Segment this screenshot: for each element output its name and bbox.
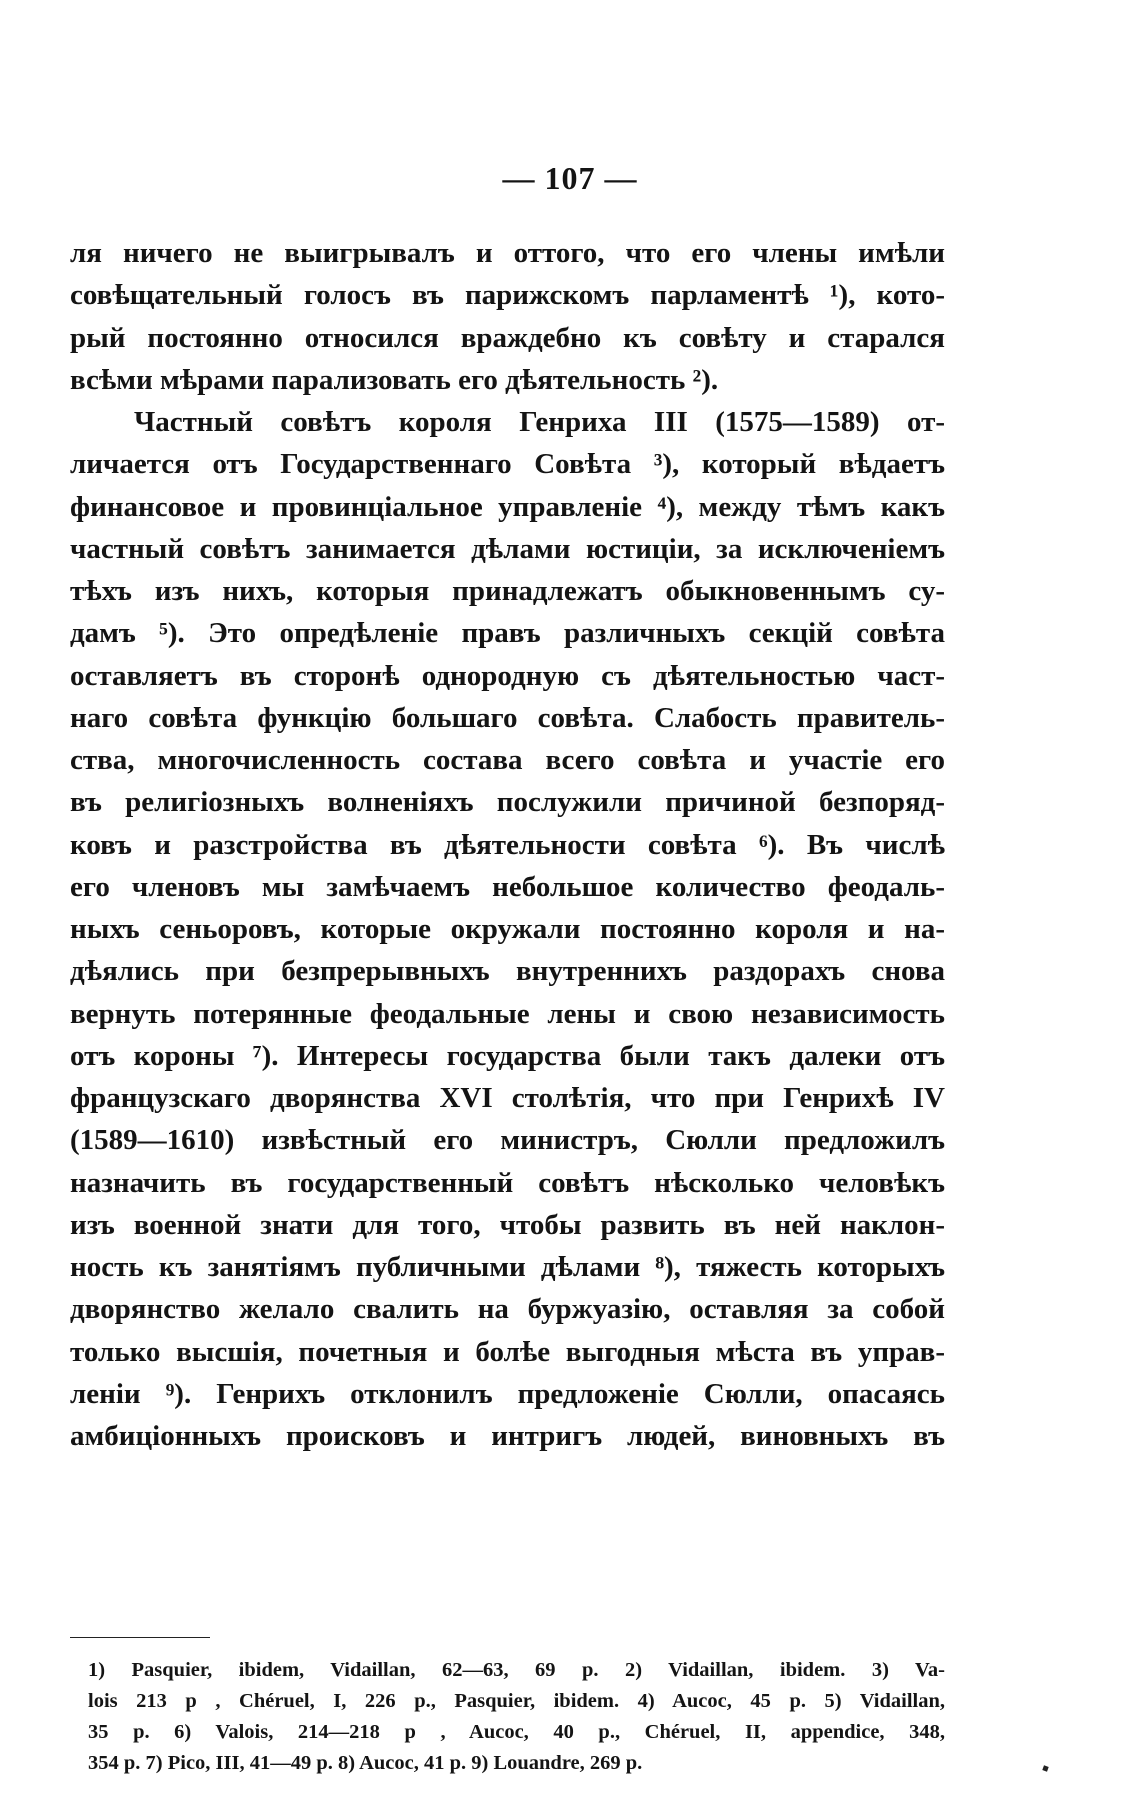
- text-line: дамъ ⁵). Это опредѣленіе правъ различныхъ секцій совѣта: [70, 617, 945, 650]
- footnote-line: 354 p. 7) Pico, III, 41—49 p. 8) Aucoc, 41 p. 9) Louandre, 269 p.: [88, 1752, 643, 1774]
- footnote-line: lois 213 p , Chéruel, I, 226 p., Pasquier, ibidem. 4) Aucoc, 45 p. 5) Vidaillan,: [88, 1690, 945, 1712]
- text-line: совѣщательный голосъ въ парижскомъ парламентѣ ¹), кото-: [70, 279, 945, 312]
- main-text: [70, 232, 945, 1457]
- text-line: ства, многочисленность состава всего совѣта и участіе его: [70, 744, 945, 776]
- text-line: личается отъ Государственнаго Совѣта ³), который вѣдаетъ: [70, 448, 945, 481]
- text-line: наго совѣта функцію большаго совѣта. Слабость правитель-: [70, 701, 945, 734]
- text-line: тѣхъ изъ нихъ, которыя принадлежатъ обыкновеннымъ су-: [70, 575, 945, 607]
- text-line: частный совѣтъ занимается дѣлами юстиціи, за исключеніемъ: [70, 532, 945, 565]
- text-line: амбиціонныхъ происковъ и интригъ людей, виновныхъ въ: [70, 1420, 945, 1452]
- text-line: оставляетъ въ сторонѣ однородную съ дѣятельностью част-: [70, 659, 945, 692]
- text-line: только высшія, почетныя и болѣе выгодныя мѣста въ управ-: [70, 1335, 945, 1368]
- text-line: въ религіозныхъ волненіяхъ послужили причиной безпоряд-: [70, 786, 945, 819]
- footnote-line: 35 p. 6) Valois, 214—218 p , Aucoc, 40 p., Chéruel, II, appendice, 348,: [88, 1721, 945, 1743]
- text-line: ковъ и разстройства въ дѣятельности совѣта ⁶). Въ числѣ: [70, 828, 945, 861]
- print-mark: [1042, 1765, 1048, 1771]
- text-line: его членовъ мы замѣчаемъ небольшое количество феодаль-: [70, 870, 945, 903]
- text-line: рый постоянно относился враждебно къ совѣту и старался: [70, 321, 945, 354]
- text-line: назначить въ государственный совѣтъ нѣсколько человѣкъ: [70, 1166, 945, 1199]
- text-line: отъ короны ⁷). Интересы государства были такъ далеки отъ: [70, 1039, 945, 1072]
- text-line: вернуть потерянные феодальные лены и свою независимость: [70, 997, 945, 1030]
- text-line: ля ничего не выигрывалъ и оттого, что его члены имѣли: [70, 237, 945, 269]
- text-line: французскаго дворянства XVI столѣтія, что при Генрихѣ IV: [70, 1082, 945, 1114]
- footnotes: [88, 1655, 945, 1779]
- text-line: ность къ занятіямъ публичными дѣлами ⁸), тяжесть которыхъ: [70, 1251, 945, 1283]
- text-line: изъ военной знати для того, чтобы развить въ ней наклон-: [70, 1208, 945, 1241]
- footnote-divider: [70, 1637, 210, 1638]
- footnote-line: 1) Pasquier, ibidem, Vidaillan, 62—63, 69 p. 2) Vidaillan, ibidem. 3) Va-: [88, 1659, 945, 1681]
- text-line: всѣми мѣрами парализовать его дѣятельность ²).: [70, 363, 719, 396]
- text-line: дѣялись при безпрерывныхъ внутреннихъ раздорахъ снова: [70, 955, 945, 988]
- text-line: (1589—1610) извѣстный его министръ, Сюлли предложилъ: [70, 1124, 945, 1157]
- text-line: Частный совѣтъ короля Генриха III (1575—1589) от-: [134, 406, 945, 438]
- page-number: — 107 —: [502, 160, 638, 196]
- text-line: ныхъ сеньоровъ, которые окружали постоянно короля и на-: [70, 913, 945, 945]
- text-line: леніи ⁹). Генрихъ отклонилъ предложеніе Сюлли, опасаясь: [70, 1377, 945, 1410]
- text-line: дворянство желало свалить на буржуазію, оставляя за собой: [70, 1293, 945, 1326]
- text-line: финансовое и провинціальное управленіе ⁴), между тѣмъ какъ: [70, 490, 945, 523]
